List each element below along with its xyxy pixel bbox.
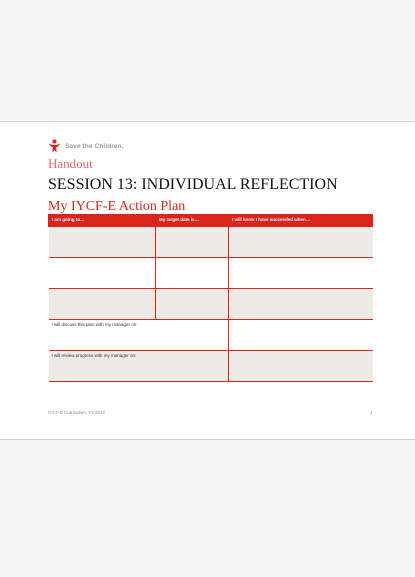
table-row (49, 226, 373, 257)
page-number: 1 (370, 410, 373, 415)
viewer-background-bottom (0, 440, 415, 577)
table-cell[interactable] (156, 288, 229, 319)
table-cell[interactable] (49, 257, 156, 288)
table-cell[interactable] (229, 257, 373, 288)
document-page (0, 121, 415, 440)
discuss-label: I will discuss this plan with my manager on: (49, 319, 229, 350)
header-succeeded-when: I will know I have succeeded when… (229, 214, 373, 226)
review-row (49, 350, 373, 381)
table-cell[interactable] (229, 226, 373, 257)
action-plan-table (48, 214, 373, 382)
table-row (49, 288, 373, 319)
review-label: I will review progress with my manager on: (49, 350, 229, 381)
brand-logo (48, 139, 124, 153)
session-title: SESSION 13: INDIVIDUAL REFLECTION (48, 176, 338, 193)
header-going-to: I am going to… (49, 214, 156, 226)
table-cell[interactable] (229, 288, 373, 319)
save-the-children-logo-icon (48, 139, 61, 153)
discuss-row (49, 319, 373, 350)
table-cell[interactable] (156, 257, 229, 288)
table-row (49, 257, 373, 288)
table-cell[interactable] (156, 226, 229, 257)
review-date-cell[interactable] (229, 350, 373, 381)
action-plan-title: My IYCF-E Action Plan (48, 199, 186, 214)
table-cell[interactable] (49, 226, 156, 257)
footer-curriculum: IYCF-E Curriculum, V3 2022 (48, 410, 106, 415)
brand-name: Save the Children. (65, 142, 124, 150)
handout-label: Handout (48, 156, 93, 171)
header-target-date: My target date is… (156, 214, 229, 226)
viewer-background-top (0, 0, 415, 121)
table-cell[interactable] (49, 288, 156, 319)
table-header-row (49, 214, 373, 226)
discuss-date-cell[interactable] (229, 319, 373, 350)
